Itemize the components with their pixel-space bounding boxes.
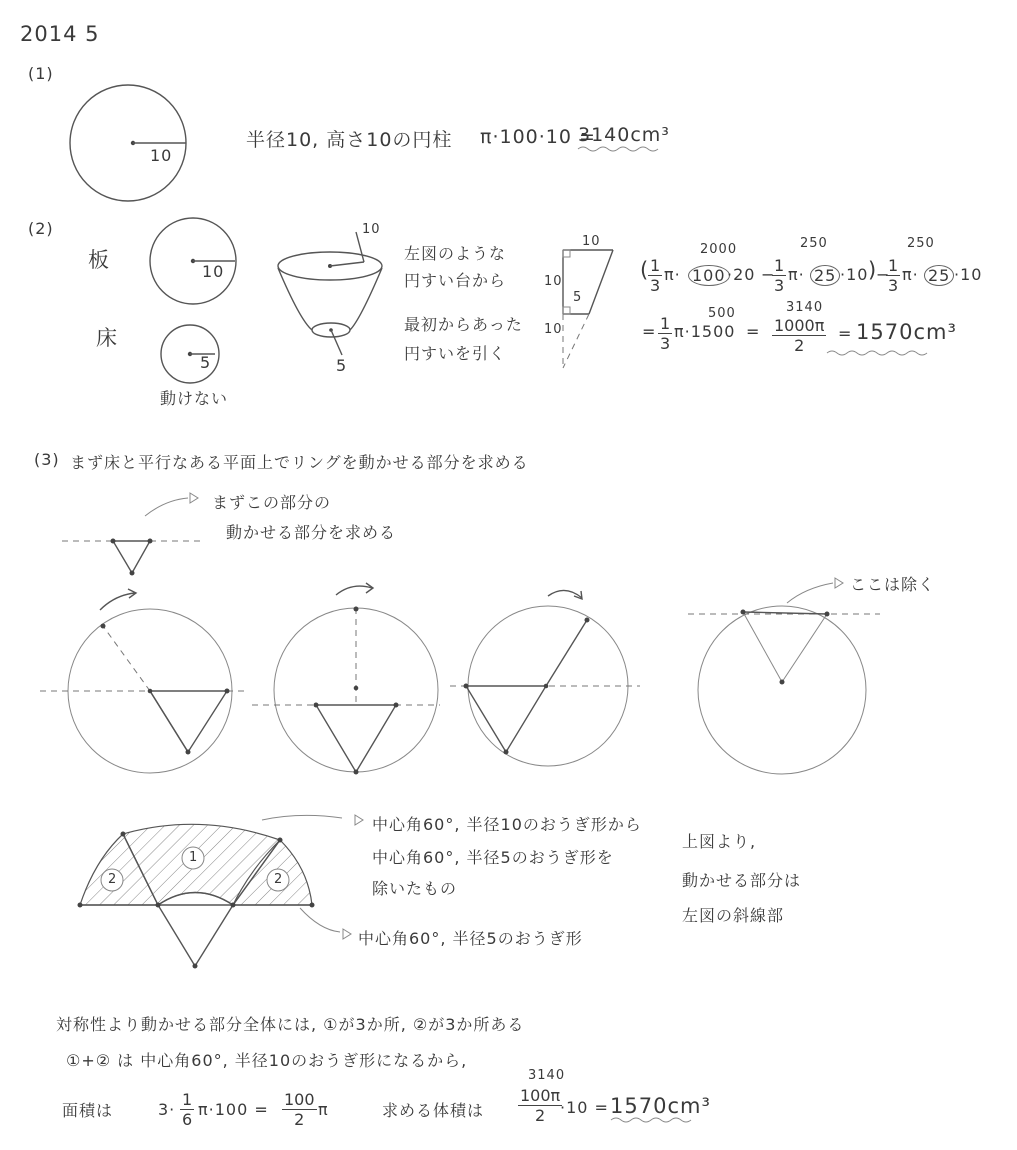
eq1-term3: π· bbox=[788, 265, 805, 284]
rotation-circle-4 bbox=[688, 583, 880, 774]
eq1-term1: π· bbox=[664, 265, 681, 284]
eq1-fraction-2 bbox=[772, 256, 786, 295]
eq1-fraction-num: 1 bbox=[650, 256, 661, 275]
eq1-fraction-3-num: 1 bbox=[888, 256, 899, 275]
part2-label: (2) bbox=[28, 219, 54, 238]
triangle-left-lower-label: 10 bbox=[544, 322, 563, 337]
note-1-line-3: 除いたもの bbox=[372, 879, 458, 898]
eq1-term6: ·10 bbox=[954, 265, 983, 284]
part1-circle-figure bbox=[70, 85, 186, 201]
triangle-inner-label: 5 bbox=[573, 290, 583, 305]
eq2-fraction-num: 1 bbox=[660, 314, 671, 333]
fixed-note: 動けない bbox=[160, 389, 229, 408]
volume-tail: ·10 = bbox=[560, 1098, 609, 1117]
frustum-top-label: 10 bbox=[362, 222, 381, 237]
floor-radius-label: 5 bbox=[200, 353, 212, 372]
note-1-line-1: 中心角60°, 半径10のおうぎ形から bbox=[372, 815, 642, 834]
part3-intro: まず床と平行なある平面上でリングを動かせる部分を求める bbox=[70, 453, 529, 472]
frustum-note-line-2: 円すい台から bbox=[404, 271, 507, 290]
area-fraction-num: 1 bbox=[182, 1090, 193, 1109]
area-label: 面積は bbox=[62, 1101, 114, 1120]
region-2-label-left: 2 bbox=[108, 872, 118, 887]
rotation-circle-3 bbox=[450, 590, 640, 766]
sum-line: ①+② は 中心角60°, 半径10のおうぎ形になるから, bbox=[66, 1051, 468, 1070]
part2-answer: 1570cm³ bbox=[856, 320, 957, 344]
note-1-line-2: 中心角60°, 半径5のおうぎ形を bbox=[372, 848, 614, 867]
volume-label: 求める体積は bbox=[382, 1101, 485, 1120]
part2-plate-circle bbox=[150, 218, 236, 304]
eq1-minus-2: − bbox=[876, 265, 891, 284]
eq1-fraction-2-den: 3 bbox=[774, 276, 785, 295]
frustum-note-line-1: 左図のような bbox=[404, 244, 507, 263]
eq2-main-fraction bbox=[772, 316, 826, 355]
eq2-sup-500: 500 bbox=[708, 306, 736, 321]
part3-label: (3) bbox=[34, 450, 60, 469]
frustum-bottom-label: 5 bbox=[336, 356, 348, 375]
eq2-fraction-den: 3 bbox=[660, 334, 671, 353]
part1-calc: π·100·10 = bbox=[480, 126, 596, 148]
eq2-fraction bbox=[658, 314, 672, 353]
plate-radius-label: 10 bbox=[202, 262, 225, 281]
first-note-line-1: まずこの部分の bbox=[212, 493, 332, 512]
area-fraction bbox=[180, 1090, 194, 1129]
eq1-sup-250b: 250 bbox=[907, 236, 935, 251]
page-title: 2014 5 bbox=[20, 22, 100, 46]
eq2-equals-3: = bbox=[838, 324, 853, 343]
first-note-line-2: 動かせる部分を求める bbox=[226, 523, 397, 542]
eq1-sup-2000: 2000 bbox=[700, 242, 738, 257]
floor-label: 床 bbox=[96, 326, 118, 350]
region-2-label-right: 2 bbox=[274, 872, 284, 887]
eq1-open-paren: ( bbox=[640, 258, 650, 282]
triangle-top-label: 10 bbox=[582, 234, 601, 249]
part1-answer: 3140cm³ bbox=[578, 124, 670, 146]
eq1-sup-250a: 250 bbox=[800, 236, 828, 251]
eq2-equals-2: = bbox=[746, 322, 761, 341]
triangle-cross-section bbox=[563, 250, 613, 368]
eq2-equals: = bbox=[642, 322, 657, 341]
rotation-circle-1 bbox=[40, 589, 245, 773]
conclusion-line-3: 左図の斜線部 bbox=[682, 906, 785, 925]
answer-underlines bbox=[578, 147, 927, 1122]
eq2-sup-3140: 3140 bbox=[786, 300, 824, 315]
part1-label: (1) bbox=[28, 64, 54, 83]
eq1-fraction-3-den: 3 bbox=[888, 276, 899, 295]
triangle-left-upper-label: 10 bbox=[544, 274, 563, 289]
exclude-note: ここは除く bbox=[850, 575, 936, 594]
eq1-fraction-den: 3 bbox=[650, 276, 661, 295]
part3-answer: 1570cm³ bbox=[610, 1094, 711, 1118]
eq1-circled-25b: 25 bbox=[924, 265, 954, 286]
volume-sup-3140: 3140 bbox=[528, 1068, 566, 1083]
frustum-note-line-3: 最初からあった bbox=[404, 315, 523, 334]
area-result-num: 100 bbox=[284, 1090, 315, 1109]
area-result-den: 2 bbox=[294, 1110, 305, 1129]
area-expr-b: π·100 = bbox=[198, 1100, 269, 1119]
part1-radius-label: 10 bbox=[150, 146, 173, 165]
eq2-main-fraction-num: 1000π bbox=[774, 316, 825, 335]
part1-description: 半径10, 高さ10の円柱 bbox=[246, 129, 453, 151]
eq1-fraction bbox=[648, 256, 662, 295]
eq1-term4: ·10 bbox=[840, 265, 869, 284]
volume-fraction bbox=[518, 1086, 562, 1125]
eq1-term5: π· bbox=[902, 265, 919, 284]
hatched-region-figure bbox=[78, 815, 343, 968]
symmetry-line: 対称性より動かせる部分全体には, ①が3か所, ②が3か所ある bbox=[56, 1015, 525, 1034]
eq1-term2: ·20 bbox=[727, 265, 756, 284]
volume-fraction-num: 100π bbox=[520, 1086, 561, 1105]
eq1-fraction-2-num: 1 bbox=[774, 256, 785, 275]
small-triangle-figure bbox=[62, 498, 200, 576]
area-expr-a: 3· bbox=[158, 1100, 176, 1119]
conclusion-line-1: 上図より, bbox=[682, 832, 757, 851]
frustum-note-line-4: 円すいを引く bbox=[404, 344, 507, 363]
note-2: 中心角60°, 半径5のおうぎ形 bbox=[358, 929, 583, 948]
eq1-fraction-3 bbox=[886, 256, 900, 295]
eq1-circled-25a: 25 bbox=[810, 265, 840, 286]
volume-fraction-den: 2 bbox=[534, 1106, 546, 1125]
eq1-circled-100: 100 bbox=[688, 265, 730, 286]
area-result-fraction bbox=[282, 1090, 317, 1129]
region-1-label: 1 bbox=[189, 850, 199, 865]
eq1-minus: − bbox=[761, 265, 776, 284]
eq2-middle: π·1500 bbox=[674, 322, 736, 341]
eq2-main-fraction-den: 2 bbox=[794, 336, 805, 355]
eq1-close-paren: ) bbox=[868, 258, 878, 282]
area-fraction-den: 6 bbox=[182, 1110, 193, 1129]
conclusion-line-2: 動かせる部分は bbox=[682, 871, 802, 890]
plate-label: 板 bbox=[88, 248, 110, 272]
rotation-circle-2 bbox=[252, 583, 440, 775]
frustum-figure bbox=[278, 232, 382, 355]
area-pi: π bbox=[318, 1100, 329, 1119]
